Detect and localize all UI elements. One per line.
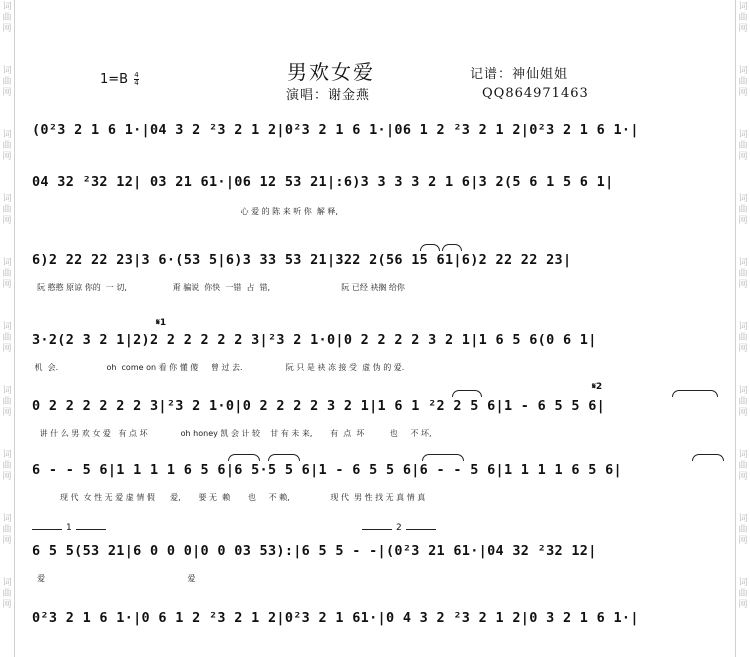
watermark-char: 网 [738,280,748,290]
watermark-left [1,66,13,99]
watermark-right [737,322,749,355]
time-bottom: 4 [134,79,139,87]
score-header [0,0,750,112]
watermark-char: 网 [2,24,12,34]
watermark-char: 词 [738,322,748,332]
slur-mark [268,454,300,461]
watermark-right [737,2,749,35]
watermark-char: 网 [738,216,748,226]
watermark-char: 网 [2,472,12,482]
watermark-left [1,386,13,419]
watermark-char: 曲 [2,205,12,215]
watermark-char: 词 [2,194,12,204]
watermark-char: 网 [738,24,748,34]
key-signature [100,72,139,87]
notation-line: 6 - - 5 6|1 1 1 1 6 5 6|6 5·5 5 6|1 - 6 5 5 6|6 - - 5 6|1 1 1 1 6 5 6| [32,462,622,478]
watermark-char: 网 [2,280,12,290]
watermark-char: 曲 [738,141,748,151]
notator-credit: 记谱：神仙姐姐 [470,67,569,82]
watermark-char: 网 [2,600,12,610]
watermark-char: 词 [2,386,12,396]
watermark-char: 曲 [738,77,748,87]
watermark-left [1,130,13,163]
watermark-char: 曲 [738,13,748,23]
watermark-left [1,194,13,227]
watermark-char: 词 [738,386,748,396]
watermark-char: 词 [2,322,12,332]
watermark-char: 网 [2,216,12,226]
watermark-char: 网 [2,536,12,546]
notation-line: 3·2(2 3 2 1|2)2 2 2 2 2 2 3|²3 2 1·0|0 2 2 2 2 3 2 1|1 6 5 6(0 6 1| [32,332,597,348]
watermark-char: 曲 [2,269,12,279]
contact-qq: QQ864971463 [482,86,589,101]
watermark-char: 曲 [2,77,12,87]
slur-mark [422,454,464,461]
watermark-right [737,450,749,483]
segno-mark: 𝄋2 [592,382,603,392]
watermark-right [737,130,749,163]
watermark-char: 词 [2,258,12,268]
lyrics-line: 心 爱 的 陈 来 听 你 解 释, [32,207,338,216]
song-title: 男欢女爱 [287,60,375,84]
watermark-char: 曲 [2,461,12,471]
lyrics-line: 讲 什 么 男 欢 女 爱 有 点 坏 oh honey 凯 会 计 较 甘 有 未 来, 有 点 坏 也 不 坏, [32,429,432,438]
key-label: 1=B [100,72,129,87]
watermark-left [1,578,13,611]
watermark-char: 曲 [738,333,748,343]
notation-line: 04 32 ²32 12| 03 21 61·|06 12 53 21|:6)3 3 3 3 2 1 6|3 2(5 6 1 5 6 1| [32,174,614,190]
watermark-char: 词 [2,450,12,460]
lyrics-line: 爱 爱 [32,574,196,583]
watermark-char: 词 [2,66,12,76]
watermark-char: 词 [738,2,748,12]
watermark-right [737,258,749,291]
slur-mark [672,390,718,397]
watermark-char: 曲 [738,461,748,471]
time-top: 4 [134,71,139,79]
notation-line: 0²3 2 1 6 1·|0 6 1 2 ²3 2 1 2|0²3 2 1 61·|0 4 3 2 ²3 2 1 2|0 3 2 1 6 1·| [32,610,639,626]
watermark-char: 网 [738,600,748,610]
notation-line: 0 2 2 2 2 2 2 3|²3 2 1·0|0 2 2 2 2 3 2 1|1 6 1 ²2 2 5 6|1 - 6 5 5 6| [32,398,606,414]
slur-mark [420,244,440,251]
watermark-char: 曲 [738,589,748,599]
watermark-char: 词 [2,578,12,588]
watermark-right [737,386,749,419]
time-signature [134,72,138,87]
watermark-char: 曲 [2,333,12,343]
slur-mark [442,244,462,251]
watermark-char: 曲 [738,269,748,279]
slur-mark [692,454,724,461]
watermark-char: 网 [738,152,748,162]
watermark-char: 曲 [2,397,12,407]
watermark-char: 词 [2,514,12,524]
watermark-right [737,578,749,611]
watermark-left [1,514,13,547]
watermark-char: 词 [738,258,748,268]
volta-bracket [32,529,62,530]
watermark-char: 网 [2,88,12,98]
watermark-left [1,450,13,483]
watermark-right [737,66,749,99]
watermark-char: 网 [2,408,12,418]
volta-bracket [76,529,106,530]
watermark-char: 曲 [2,589,12,599]
slur-mark [452,390,482,397]
watermark-right [737,514,749,547]
watermark-char: 网 [738,472,748,482]
watermark-char: 网 [738,408,748,418]
volta-bracket [406,529,436,530]
watermark-char: 曲 [738,205,748,215]
notation-line: 6 5 5(53 21|6 0 0 0|0 0 03 53):|6 5 5 - -|(0²3 21 61·|04 32 ²32 12| [32,543,597,559]
watermark-char: 词 [738,578,748,588]
watermark-char: 网 [738,344,748,354]
watermark-char: 网 [2,344,12,354]
singer-credit: 演唱：谢金燕 [286,88,371,103]
volta-bracket [362,529,392,530]
watermark-char: 词 [738,130,748,140]
lyrics-line: 机 会. oh come on 看 你 懂 傻 曾 过 去. 阮 只 是 袂 冻 接 受 虚 伪 的 爱. [32,363,405,372]
watermark-char: 曲 [2,13,12,23]
watermark-char: 网 [2,152,12,162]
watermark-char: 词 [2,130,12,140]
watermark-char: 词 [738,194,748,204]
watermark-char: 词 [738,514,748,524]
watermark-char: 词 [738,66,748,76]
watermark-left [1,322,13,355]
watermark-char: 词 [738,450,748,460]
volta-number: 2 [396,523,402,533]
watermark-char: 词 [2,2,12,12]
slur-mark [228,454,260,461]
watermark-char: 网 [738,88,748,98]
lyrics-line: 现 代 女 性 无 爱 虚 情 假 爱, 要 无 赖 也 不 赖, 现 代 男 性 找 无 真 情 真 [32,493,426,502]
watermark-left [1,258,13,291]
watermark-char: 曲 [2,141,12,151]
notation-line: 6)2 22 22 23|3 6·(53 5|6)3 33 53 21|322 2(56 15 61|6)2 22 22 23| [32,252,572,268]
watermark-char: 曲 [738,397,748,407]
watermark-char: 网 [738,536,748,546]
volta-number: 1 [66,523,72,533]
watermark-right [737,194,749,227]
notation-line: (0²3 2 1 6 1·|04 3 2 ²3 2 1 2|0²3 2 1 6 1·|06 1 2 ²3 2 1 2|0²3 2 1 6 1·| [32,122,639,138]
lyrics-line: 阮 憨憨 原谅 你的 一 切, 甭 骗说 你快 一错 占 错, 阮 已经 袂搁 给你 [32,283,405,292]
watermark-char: 曲 [2,525,12,535]
segno-mark: 𝄋1 [156,318,167,328]
watermark-char: 曲 [738,525,748,535]
